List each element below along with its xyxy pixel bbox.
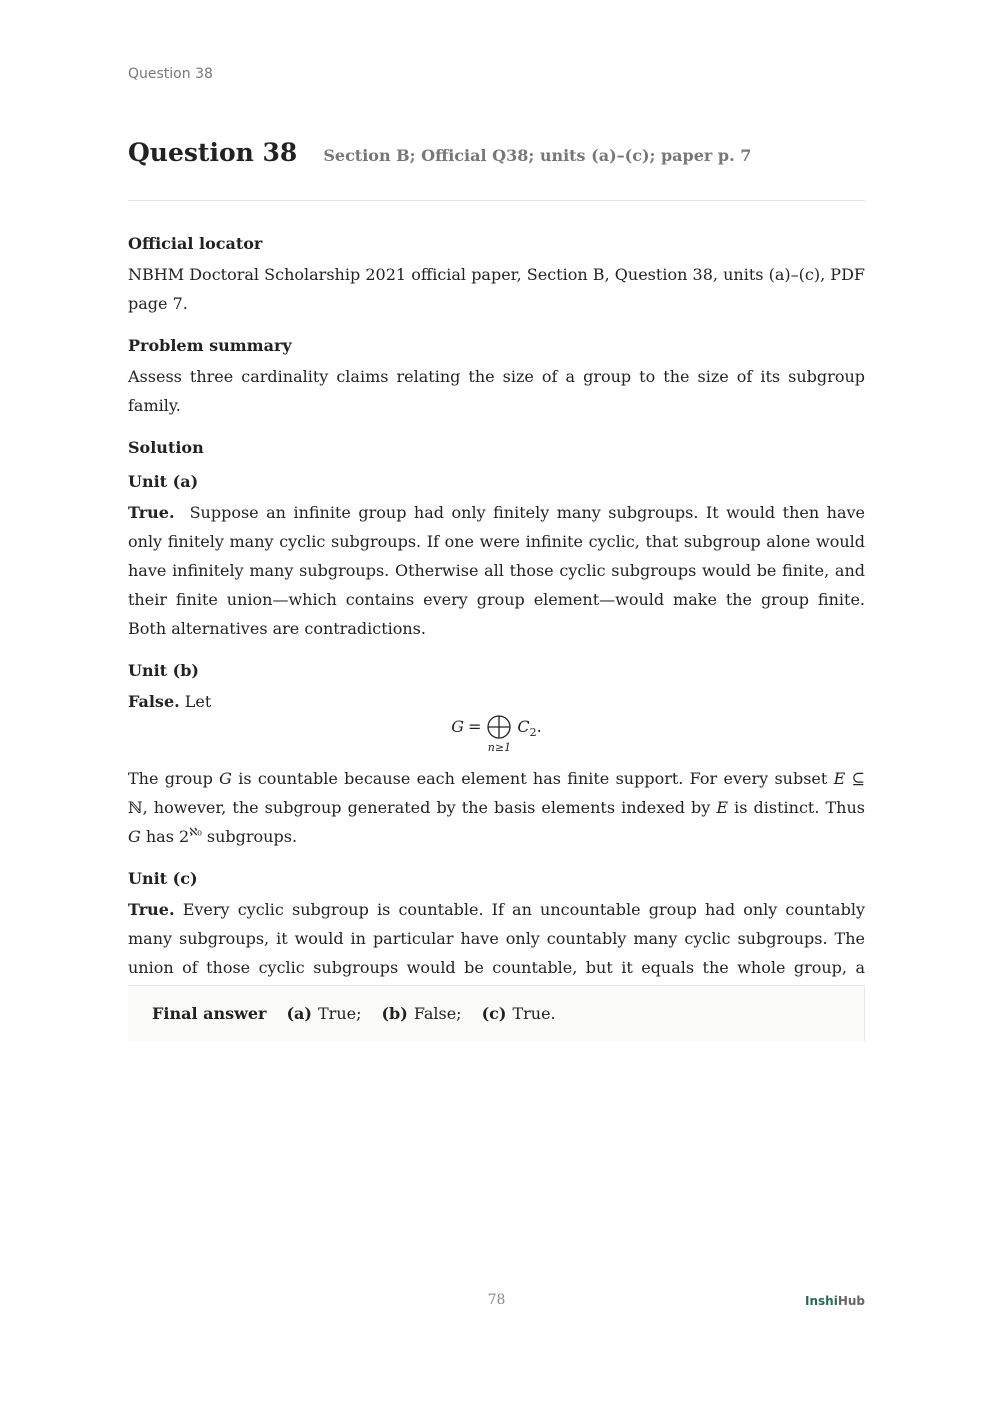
title-row xyxy=(128,138,865,167)
title-divider xyxy=(128,200,865,201)
unit-a-section xyxy=(128,470,865,643)
solution-section xyxy=(128,436,865,460)
unit-b-text: The group G is countable because each element has finite support. For every subset E ⊆ ℕ, however, the subgroup generated by the basis elements indexed by E is distinct. Thus G has $2^{ℵ_0}$ subgroups. xyxy=(128,769,866,846)
final-answer-b: (b) False; xyxy=(381,1004,462,1023)
final-answer-a: (a) True; xyxy=(286,1004,362,1023)
unit-b-heading: Unit (b) xyxy=(128,661,199,680)
unit-b-lead-text: Let xyxy=(184,692,212,711)
main-content xyxy=(128,232,865,1027)
question-meta: Section B; Official Q38; units (a)–(c); paper p. 7 xyxy=(323,146,752,165)
brand-logo: InshiHub xyxy=(805,1294,865,1308)
direct-sum-operator xyxy=(487,712,511,754)
eq-lhs: G xyxy=(451,717,465,736)
unit-a-body: Suppose an infinite group had only finitely many subgroups. It would then have only finitely many cyclic subgroups. If one were infinite cyclic, that subgroup alone would have infinitely many subgroups. Otherwise all those cyclic subgroups would be finite, and their finite union—which contains every group element—would make the group finite. Both alternatives are contradictions. xyxy=(128,503,866,638)
final-answer-box xyxy=(128,985,865,1041)
unit-a-verdict: True. xyxy=(128,503,175,522)
unit-b-section xyxy=(128,659,865,851)
display-equation xyxy=(128,712,865,762)
eq-term: $C_2$. xyxy=(517,717,542,740)
unit-a-text xyxy=(128,498,865,643)
solution-heading: Solution xyxy=(128,438,204,457)
unit-c-body: Every cyclic subgroup is countable. If an uncountable group had only countably many subgroups, it would in particular have only countably many cyclic subgroups. The union of those cyclic subgroups would be countable, but it equals the whole group, a xyxy=(128,900,865,977)
final-answer-label: Final answer xyxy=(152,1004,267,1023)
running-head: Question 38 xyxy=(128,66,213,82)
summary-text: Assess three cardinality claims relating the size of a group to the size of its subgroup family. xyxy=(128,367,865,415)
direct-sum-icon xyxy=(487,712,511,742)
locator-text: NBHM Doctoral Scholarship 2021 official paper, Section B, Question 38, units (a)–(c), PDF page 7. xyxy=(128,265,865,313)
locator-heading: Official locator xyxy=(128,234,263,253)
page-title: Question 38 xyxy=(128,138,298,167)
page-number: 78 xyxy=(487,1292,506,1308)
unit-b-verdict: False. xyxy=(128,692,180,711)
locator-section xyxy=(128,232,865,318)
summary-section xyxy=(128,334,865,420)
eq-relation: = xyxy=(468,717,482,736)
summary-heading: Problem summary xyxy=(128,336,292,355)
unit-a-heading: Unit (a) xyxy=(128,472,199,491)
unit-c-verdict: True. xyxy=(128,900,175,919)
unit-c-heading: Unit (c) xyxy=(128,869,198,888)
eq-index: n≥1 xyxy=(487,741,512,754)
final-answer-c: (c) True. xyxy=(481,1004,556,1023)
